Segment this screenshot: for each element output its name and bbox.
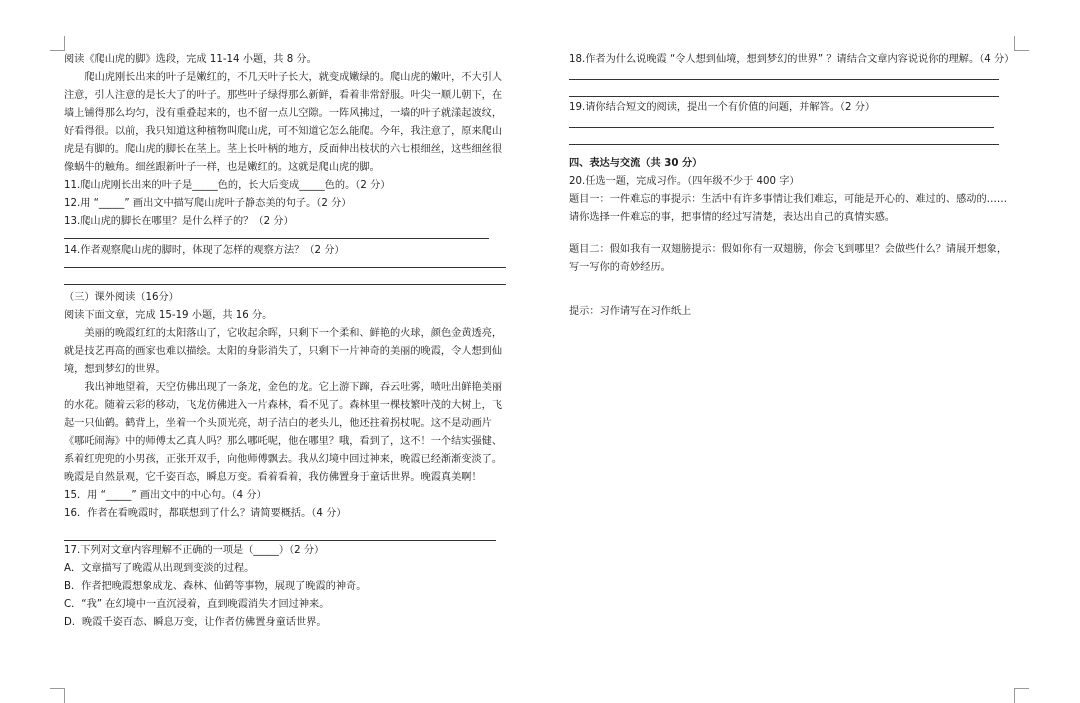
right-column	[569, 51, 1015, 321]
option-a: A．文章描写了晚霞从出现到变淡的过程。	[64, 563, 255, 574]
answer-line	[569, 96, 999, 97]
answer-line	[569, 144, 999, 145]
answer-line	[64, 238, 489, 239]
reading-intro-2: 阅读下面文章，完成 15-19 小题，共 16 分。	[64, 310, 273, 321]
answer-line	[64, 540, 496, 541]
question-15: 15．用 “_____” 画出文中的中心句。（4 分）	[64, 490, 267, 501]
question-16: 16．作者在看晚霞时，都联想到了什么？请简要概括。（4 分）	[64, 508, 347, 519]
answer-line	[569, 79, 999, 80]
answer-line	[569, 127, 994, 128]
option-c: C．“我” 在幻境中一直沉浸着，直到晚霞消失才回过神来。	[64, 599, 330, 610]
reading-intro-1: 阅读《爬山虎的脚》选段，完成 11-14 小题，共 8 分。	[64, 54, 317, 65]
writing-topic-2: 题目二：假如我有一双翅膀提示：假如你有一双翅膀，你会飞到哪里？会做些什么？请展开想象，写一写你的奇妙经历。	[569, 244, 1008, 273]
crop-mark-top-right	[1014, 36, 1029, 51]
question-20: 20.任选一题，完成习作。（四年级不少于 400 字）	[569, 176, 800, 187]
question-18: 18.作者为什么说晚霞 “令人想到仙境，想到梦幻的世界” ？请结合文章内容说说你的理解。（4 分）	[569, 54, 1015, 65]
answer-line	[64, 284, 506, 285]
crop-mark-top-left	[50, 36, 65, 51]
question-11: 11.爬山虎刚长出来的叶子是_____色的，长大后变成_____色的。（2 分）	[64, 180, 391, 191]
section-3-heading: （三）课外阅读（16分）	[64, 292, 179, 303]
question-19: 19.请你结合短文的阅读，提出一个有价值的问题，并解答。（2 分）	[569, 102, 876, 113]
question-12: 12.用 “_____” 画出文中描写爬山虎叶子静态美的句子。（2 分）	[64, 198, 352, 209]
passage-sunset-2: 我出神地望着，天空仿佛出现了一条龙，金色的龙。它上游下蹿，吞云吐雾，喷吐出鲜艳美丽的水花。随着云彩的移动，飞龙仿佛进入一片森林，看不见了。森林里一棵枝繁叶茂的大树上，飞起一只仙鹤。鹤背上，坐着一个头顶光亮，胡子洁白的老头儿，他还拄着拐杖呢。这不是动画片《哪吒闹海》中的师傅太乙真人吗？那么哪吒呢，他在哪里？哦，看到了，这不！一个结实强健、系着红兜兜的小男孩，正张开双手，向他师傅飘去。我从幻境中回过神来，晚霞已经渐渐变淡了。晚霞是自然景观，它千姿百态，瞬息万变。看着看着，我仿佛置身于童话世界。晚霞真美啊！	[64, 382, 503, 483]
passage-sunset-1: 美丽的晚霞红红的太阳落山了，它收起余晖，只剩下一个柔和、鲜艳的火球，颜色金黄透亮，就是技艺再高的画家也难以描绘。太阳的身影消失了，只剩下一片神奇的美丽的晚霞，令人想到仙境，想到梦幻的世界。	[64, 328, 503, 375]
writing-topic-1: 题目一：一件难忘的事提示：生活中有许多事情让我们难忘，可能是开心的、难过的、感动的…… 请你选择一件难忘的事，把事情的经过写清楚，表达出自己的真情实感。	[569, 194, 1008, 223]
left-column	[64, 51, 506, 632]
answer-line	[64, 267, 506, 268]
passage-ivy-feet: 爬山虎刚长出来的叶子是嫩红的，不几天叶子长大，就变成嫩绿的。爬山虎的嫩叶，不大引人注意，引人注意的是长大了的叶子。那些叶子绿得那么新鲜，看着非常舒服。叶尖一顺儿朝下，在墙上铺得那么均匀，没有重叠起来的，也不留一点儿空隙。一阵风拂过，一墙的叶子就漾起波纹，好看得很。以前，我只知道这种植物叫爬山虎，可不知道它怎么能爬。今年，我注意了，原来爬山虎是有脚的。爬山虎的脚长在茎上。茎上长叶柄的地方，反面伸出枝状的六七根细丝，这些细丝很像蜗牛的触角。细丝跟新叶子一样，也是嫩红的。这就是爬山虎的脚。	[64, 72, 503, 173]
question-14: 14.作者观察爬山虎的脚时，体现了怎样的观察方法？（2 分）	[64, 245, 345, 256]
section-4-heading: 四、表达与交流（共 30 分）	[569, 158, 703, 169]
question-17: 17.下列对文章内容理解不正确的一项是（_____）（2 分）	[64, 545, 325, 556]
writing-hint: 提示：习作请写在习作纸上	[569, 306, 692, 317]
question-13: 13.爬山虎的脚长在哪里？是什么样子的？（2 分）	[64, 216, 294, 227]
option-d: D．晚霞千姿百态、瞬息万变，让作者仿佛置身童话世界。	[64, 617, 327, 628]
option-b: B．作者把晚霞想象成龙、森林、仙鹤等事物，展现了晚霞的神奇。	[64, 581, 367, 592]
